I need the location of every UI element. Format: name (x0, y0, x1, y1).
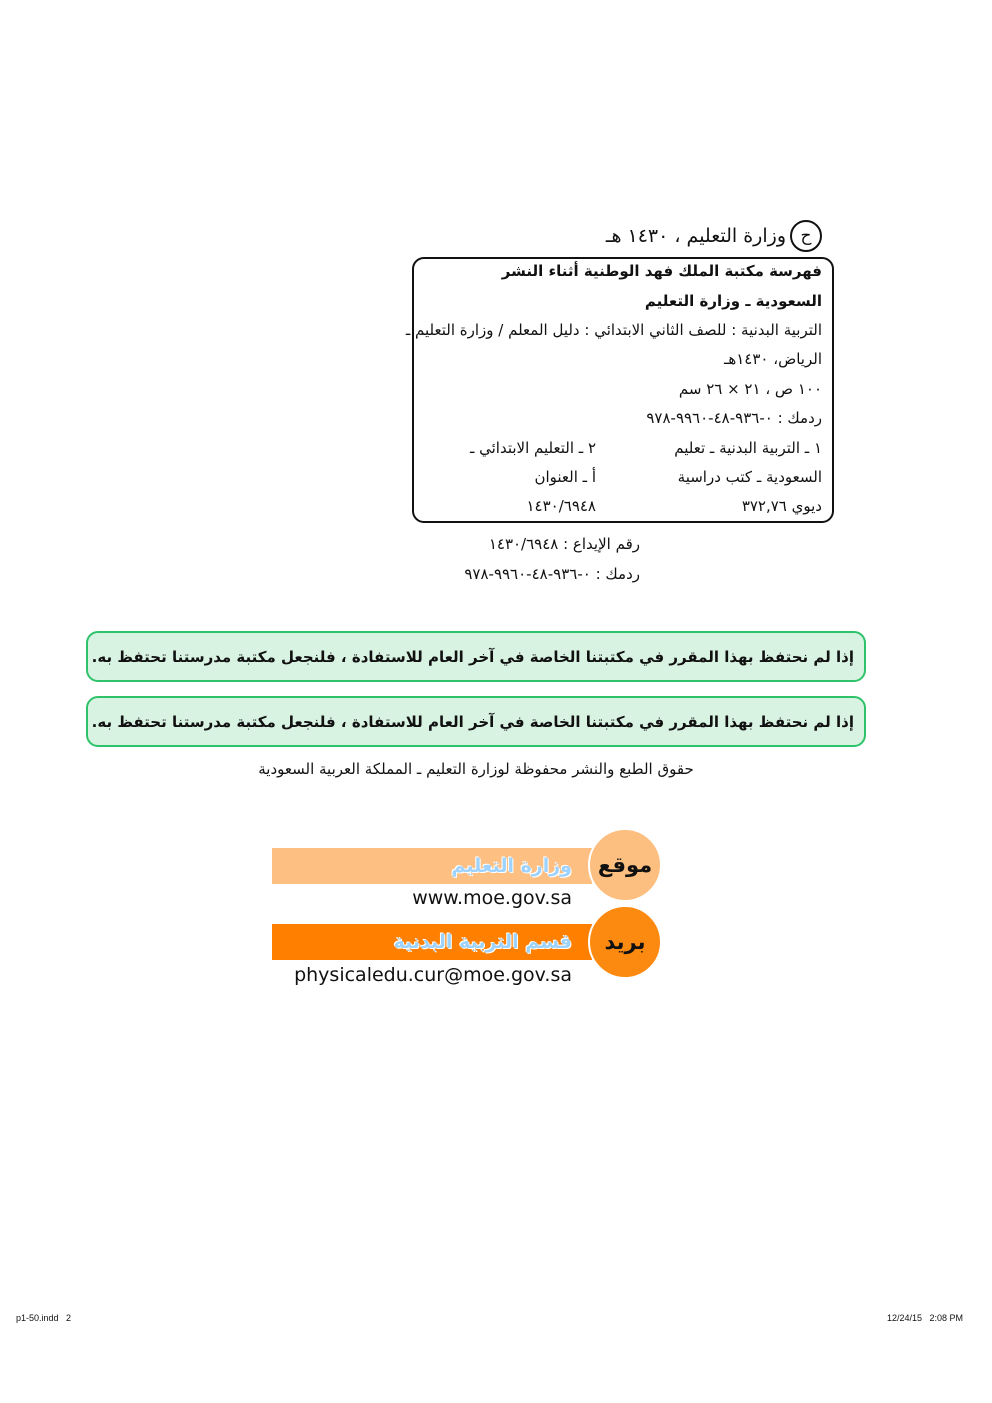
library-note (86, 696, 866, 747)
catalog-deposit: ١٤٣٠/٦٩٤٨ (526, 497, 596, 515)
site-bar (272, 848, 592, 884)
deposit-number: رقم الإيداع : ١٤٣٠/٦٩٤٨ (488, 535, 640, 553)
catalog-subject: السعودية ـ كتب دراسية (677, 468, 822, 486)
mail-badge (588, 905, 662, 979)
mail-name: قسم التربية البدنية (393, 931, 572, 953)
circled-h-symbol: ح (790, 220, 822, 252)
catalog-line: السعودية ـ وزارة التعليم (644, 292, 822, 310)
isbn: ردمك : ٠-٩٣٦-٤٨-٩٩٦٠-٩٧٨ (464, 565, 640, 583)
mail-bar (272, 924, 592, 960)
library-note (86, 631, 866, 682)
mail-address[interactable]: physicaledu.cur@moe.gov.sa (294, 964, 572, 986)
site-name: وزارة التعليم (451, 855, 572, 877)
note-text: إذا لم نحتفظ بهذا المقرر في مكتبتنا الخاصة في آخر العام للاستفادة ، فلنجعل مكتبة مدرستنا تحتفظ به. (91, 712, 854, 731)
catalog-line: فهرسة مكتبة الملك فهد الوطنية أثناء النشر (501, 262, 822, 280)
catalog-title: أ ـ العنوان (534, 468, 596, 486)
copyright-header (606, 220, 822, 252)
site-badge (588, 828, 662, 902)
catalog-line: الرياض، ١٤٣٠هـ (723, 350, 822, 368)
footer-file: p1-50.indd 2 (16, 1313, 72, 1323)
copyright-text: حقوق الطبع والنشر محفوظة لوزارة التعليم ـ المملكة العربية السعودية (258, 760, 694, 778)
catalog-subject: ٢ ـ التعليم الابتدائي ـ (469, 439, 596, 457)
site-url[interactable]: www.moe.gov.sa (412, 887, 572, 909)
header-text: وزارة التعليم ، ١٤٣٠ هـ (605, 225, 786, 247)
catalog-subject: ١ ـ التربية البدنية ـ تعليم (674, 439, 822, 457)
note-text: إذا لم نحتفظ بهذا المقرر في مكتبتنا الخاصة في آخر العام للاستفادة ، فلنجعل مكتبة مدرستنا تحتفظ به. (91, 647, 854, 666)
footer-date: 12/24/15 2:08 PM (886, 1313, 963, 1323)
catalog-line: التربية البدنية : للصف الثاني الابتدائي : دليل المعلم / وزارة التعليم ـ (405, 321, 822, 339)
site-label: موقع (597, 853, 653, 877)
catalog-line: ردمك : ٠-٩٣٦-٤٨-٩٩٦٠-٩٧٨ (646, 409, 822, 427)
catalog-line: ١٠٠ ص ، ٢١ × ٢٦ سم (678, 380, 822, 398)
catalog-dewey: ديوي ٣٧٢,٧٦ (741, 497, 822, 515)
mail-label: بريد (604, 930, 646, 954)
